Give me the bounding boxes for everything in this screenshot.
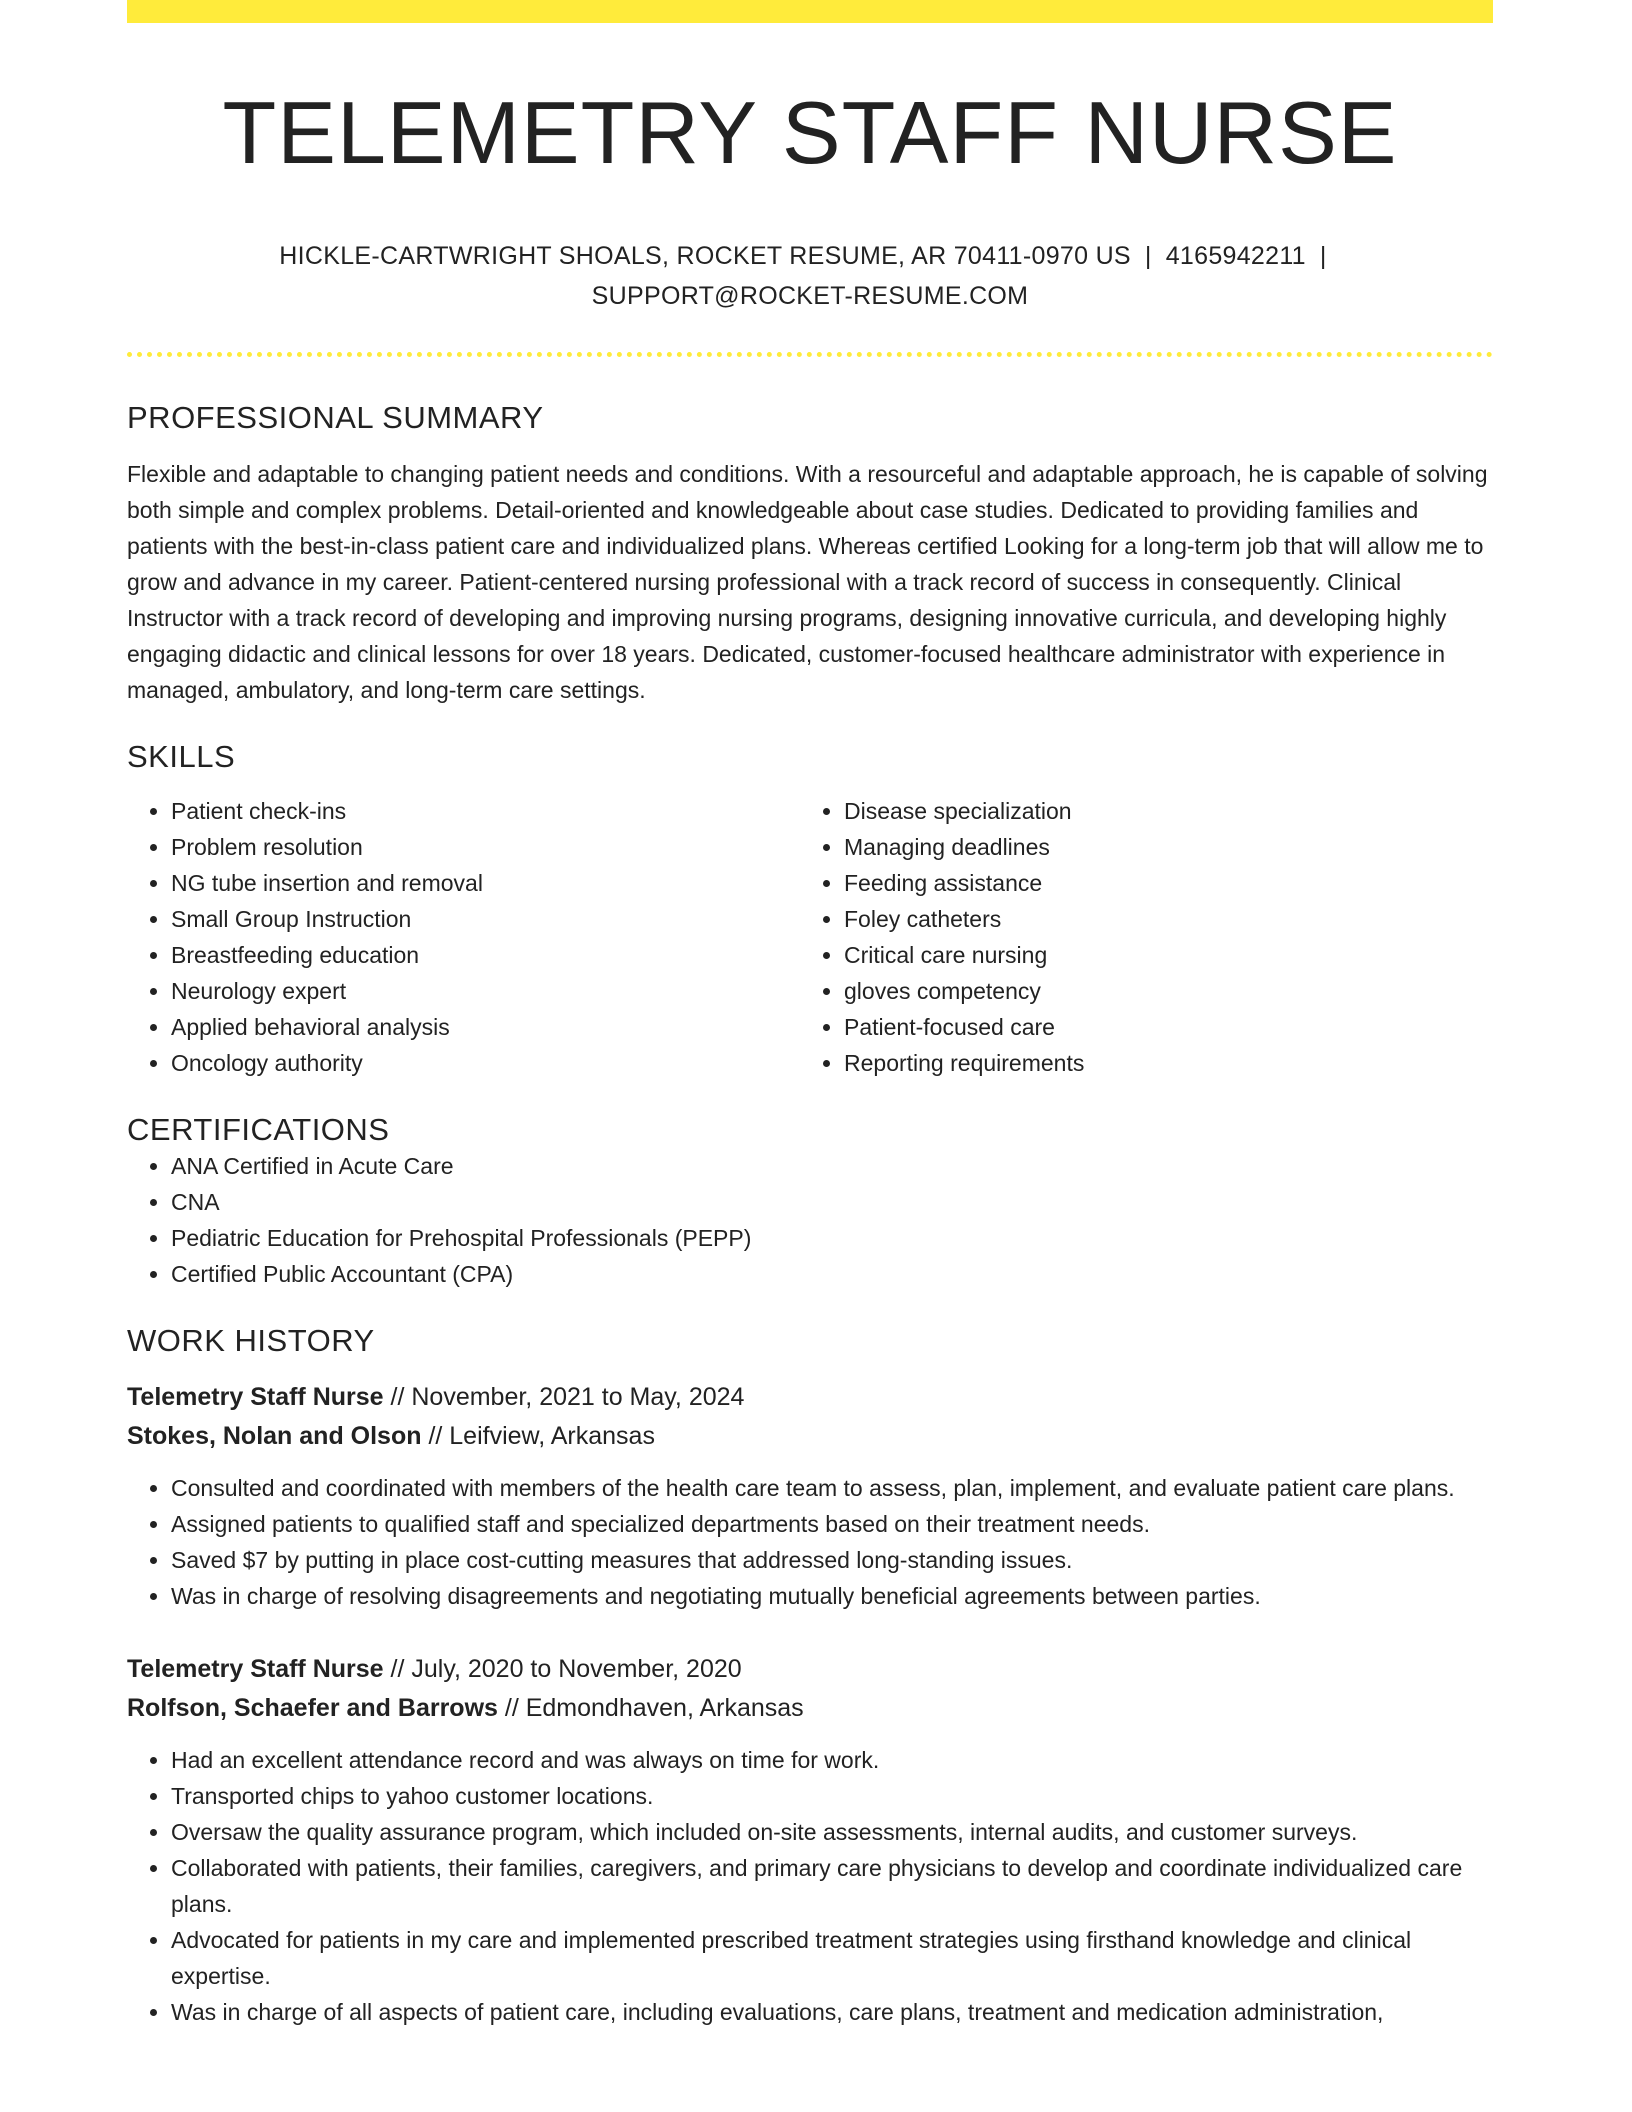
certifications-section [127,1111,1493,1292]
section-title-certifications: CERTIFICATIONS [127,1112,390,1148]
contact-separator: | [1319,241,1327,270]
skill-item: • Patient check-ins [171,793,800,829]
accent-top-bar [127,0,1493,23]
skill-item: • Oncology authority [171,1045,800,1081]
skill-item: • Problem resolution [171,829,800,865]
skill-item: • Breastfeeding education [171,937,800,973]
section-title-skills: SKILLS [127,738,236,774]
job-entry [127,1650,1493,2030]
contact-info [127,236,1493,316]
skill-item: • Foley catheters [844,901,1473,937]
summary-text: Flexible and adaptable to changing patient needs and conditions. With a resourceful and adaptable approach, he is capable of solving both simple and complex problems. Detail-oriented and knowledgeable about case studies. Dedicated to providing families and patients with the best-in-class patient care and individualized plans. Whereas certified Looking for a long-term job that will allow me to grow and advance in my career. Patient-centered nursing professional with a track record of success in consequently. Clinical Instructor with a track record of developing and improving nursing programs, designing innovative curricula, and developing highly engaging didactic and clinical lessons for over 18 years. Dedicated, customer-focused healthcare administrator with experience in managed, ambulatory, and long-term care settings. [127,460,1488,703]
job-dates: // November, 2021 to May, 2024 [383,1382,745,1411]
job-company: Rolfson, Schaefer and Barrows [127,1693,498,1722]
skills-grid [127,793,1493,1081]
skill-item: • Neurology expert [171,973,800,1009]
resume-page [127,0,1493,2030]
dotted-divider [127,352,1493,357]
job-bullet: • Saved $7 by putting in place cost-cutting measures that addressed long-standing issues. [171,1542,1493,1578]
resume-title: TELEMETRY STAFF NURSE [222,83,1398,182]
job-bullet: • Transported chips to yahoo customer locations. [171,1778,1493,1814]
job-bullet: • Had an excellent attendance record and was always on time for work. [171,1742,1493,1778]
contact-address: HICKLE-CARTWRIGHT SHOALS, ROCKET RESUME, AR 70411-0970 US [279,241,1131,270]
certification-item: • ANA Certified in Acute Care [171,1148,1493,1184]
professional-summary-section [127,399,1493,708]
certifications-list [127,1148,1493,1292]
certification-item: • CNA [171,1184,1493,1220]
contact-separator: | [1144,241,1152,270]
job-role-line [127,1650,1493,1689]
job-company-line [127,1417,1493,1456]
skill-item: • NG tube insertion and removal [171,865,800,901]
skill-item: • Applied behavioral analysis [171,1009,800,1045]
certification-item: • Pediatric Education for Prehospital Professionals (PEPP) [171,1220,1493,1256]
contact-email[interactable]: SUPPORT@ROCKET-RESUME.COM [591,281,1029,310]
job-role-line [127,1378,1493,1417]
job-location: // Leifview, Arkansas [421,1421,655,1450]
job-entry [127,1378,1493,1614]
job-company-line [127,1689,1493,1728]
skills-list-left [127,793,800,1081]
job-bullet: • Advocated for patients in my care and implemented prescribed treatment strategies using firsthand knowledge and clinical expertise. [171,1922,1493,1994]
job-company: Stokes, Nolan and Olson [127,1421,422,1450]
skill-item: • Reporting requirements [844,1045,1473,1081]
job-bullet: • Was in charge of resolving disagreements and negotiating mutually beneficial agreements between parties. [171,1578,1493,1614]
job-bullets [127,1742,1493,2030]
skill-item: • Managing deadlines [844,829,1473,865]
certification-item: • Certified Public Accountant (CPA) [171,1256,1493,1292]
job-role: Telemetry Staff Nurse [127,1382,384,1411]
job-bullets [127,1470,1493,1614]
job-bullet: • Was in charge of all aspects of patient care, including evaluations, care plans, treatment and medication administration, [171,1994,1493,2030]
job-dates: // July, 2020 to November, 2020 [383,1654,742,1683]
skills-list-right [800,793,1473,1081]
skill-item: • Feeding assistance [844,865,1473,901]
skills-section [127,738,1493,1081]
skill-item: • gloves competency [844,973,1473,1009]
skill-item: • Critical care nursing [844,937,1473,973]
work-history-section [127,1322,1493,2029]
skill-item: • Patient-focused care [844,1009,1473,1045]
skill-item: • Small Group Instruction [171,901,800,937]
skill-item: • Disease specialization [844,793,1473,829]
job-bullet: • Oversaw the quality assurance program, which included on-site assessments, internal audits, and customer surveys. [171,1814,1493,1850]
section-title-summary: PROFESSIONAL SUMMARY [127,399,544,435]
job-bullet: • Collaborated with patients, their families, caregivers, and primary care physicians to develop and coordinate individualized care plans. [171,1850,1493,1922]
job-bullet: • Assigned patients to qualified staff and specialized departments based on their treatment needs. [171,1506,1493,1542]
job-role: Telemetry Staff Nurse [127,1654,384,1683]
job-location: // Edmondhaven, Arkansas [497,1693,804,1722]
section-title-work-history: WORK HISTORY [127,1323,375,1359]
job-bullet: • Consulted and coordinated with members of the health care team to assess, plan, implement, and evaluate patient care plans. [171,1470,1493,1506]
contact-phone: 4165942211 [1165,241,1306,270]
